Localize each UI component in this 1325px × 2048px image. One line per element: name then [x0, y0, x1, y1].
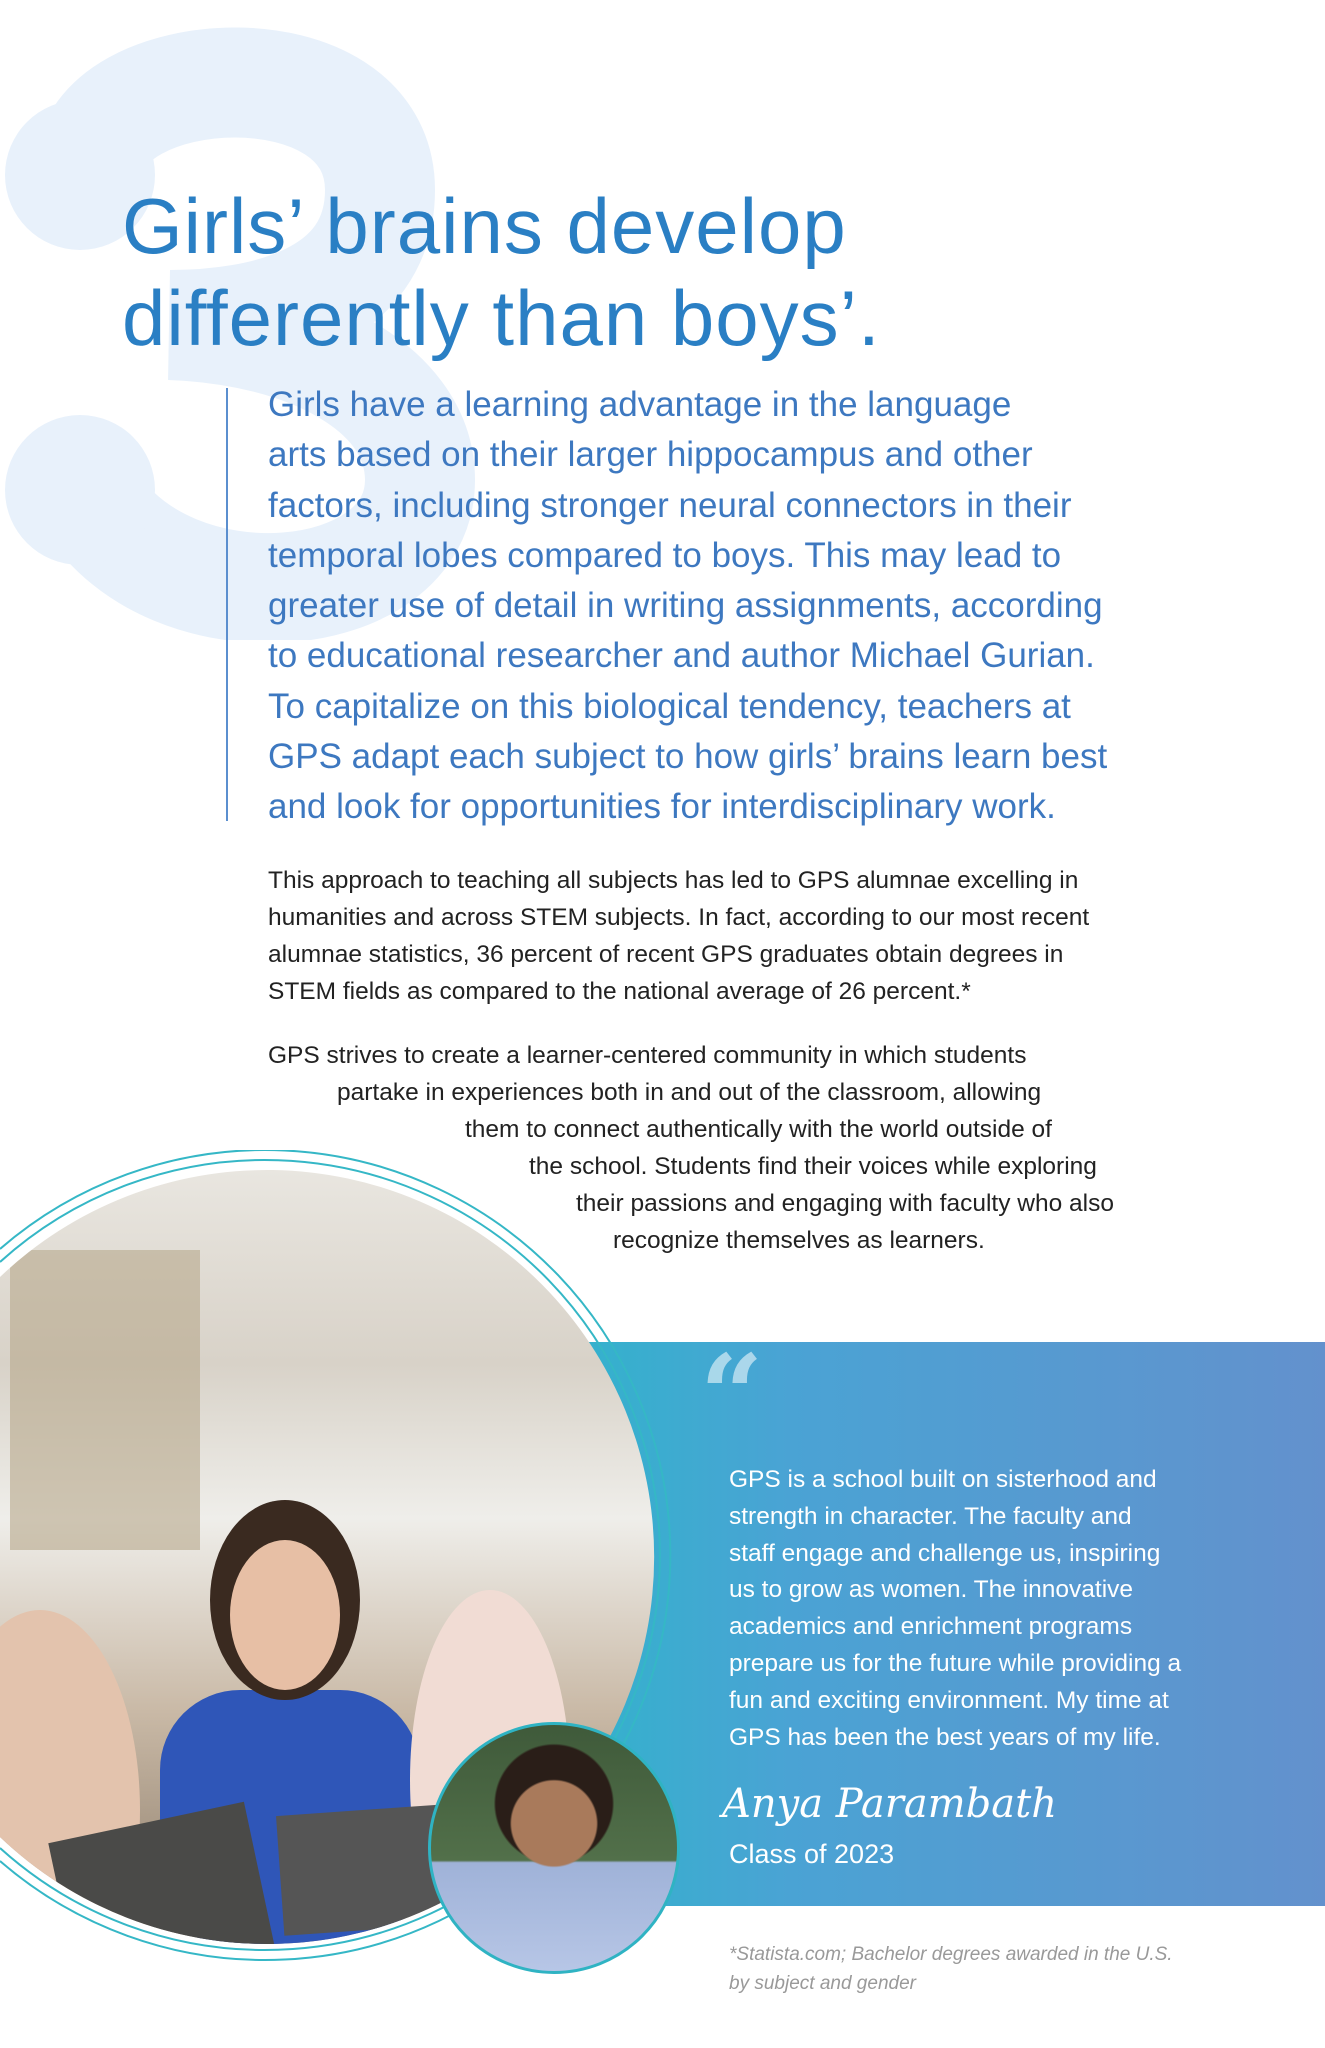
- footnote: [729, 1940, 1173, 1998]
- quote-line: GPS has been the best years of my life.: [729, 1723, 1161, 1751]
- body-line: alumnae statistics, 36 percent of recent GPS graduates obtain degrees in: [268, 941, 1064, 968]
- title-line: differently than boys’.: [122, 274, 881, 362]
- class-year: Class of 2023: [729, 1839, 895, 1869]
- body-line: This approach to teaching all subjects has led to GPS alumnae excelling in: [268, 867, 1079, 894]
- pull-line: to educational researcher and author Michael Gurian.: [268, 636, 1095, 676]
- testimonial-quote: [729, 1462, 1181, 1756]
- pull-quote-rule: [226, 388, 228, 821]
- pull-line: arts based on their larger hippocampus and other: [268, 435, 1033, 475]
- body-line: recognize themselves as learners.: [613, 1227, 985, 1254]
- quote-line: fun and exciting environment. My time at: [729, 1686, 1169, 1714]
- body-line: humanities and across STEM subjects. In fact, according to our most recent: [268, 904, 1090, 931]
- quote-line: strength in character. The faculty and: [729, 1502, 1132, 1530]
- body-line: their passions and engaging with faculty who also: [576, 1190, 1114, 1217]
- pull-line: To capitalize on this biological tendency, teachers at: [268, 686, 1071, 726]
- quote-line: us to grow as women. The innovative: [729, 1576, 1134, 1604]
- pull-quote: [268, 380, 1228, 833]
- quote-line: prepare us for the future while providing a: [729, 1649, 1182, 1677]
- page-title: [122, 180, 881, 364]
- body-paragraph: [268, 862, 1089, 1010]
- title-line: Girls’ brains develop: [122, 182, 847, 270]
- footnote-line: by subject and gender: [729, 1973, 916, 1994]
- pull-line: factors, including stronger neural connectors in their: [268, 485, 1072, 525]
- signature: Anya Parambath: [722, 1781, 1057, 1827]
- body-line: partake in experiences both in and out of the classroom, allowing: [337, 1079, 1042, 1106]
- pull-line: GPS adapt each subject to how girls’ brains learn best: [268, 737, 1108, 777]
- quote-icon: “: [700, 1330, 764, 1459]
- pull-line: and look for opportunities for interdisciplinary work.: [268, 787, 1056, 827]
- pull-line: greater use of detail in writing assignments, according: [268, 586, 1103, 626]
- footnote-line: *Statista.com; Bachelor degrees awarded in the U.S.: [729, 1944, 1173, 1965]
- body-line: the school. Students find their voices while exploring: [529, 1153, 1097, 1180]
- student-headshot: [428, 1722, 680, 1974]
- body-line: GPS strives to create a learner-centered community in which students: [268, 1042, 1027, 1069]
- body-line: STEM fields as compared to the national average of 26 percent.*: [268, 978, 971, 1005]
- pull-line: Girls have a learning advantage in the language: [268, 385, 1012, 424]
- quote-line: GPS is a school built on sisterhood and: [729, 1466, 1157, 1493]
- pull-line: temporal lobes compared to boys. This may lead to: [268, 535, 1062, 575]
- quote-line: academics and enrichment programs: [729, 1613, 1133, 1641]
- quote-line: staff engage and challenge us, inspiring: [729, 1539, 1161, 1567]
- body-line: them to connect authentically with the world outside of: [465, 1116, 1052, 1143]
